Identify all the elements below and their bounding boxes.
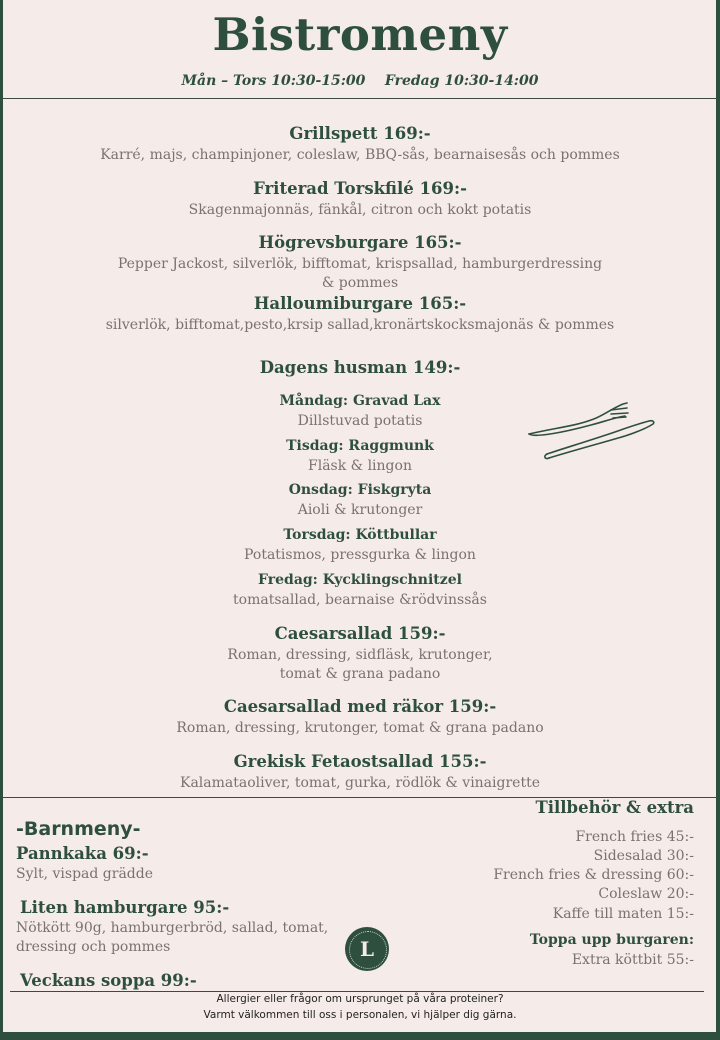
husman-day: Torsdag: Köttbullar [283, 527, 437, 543]
salad-desc: Roman, dressing, sidfläsk, krutonger, [227, 647, 493, 663]
salad-name: Caesarsallad 159:- [274, 624, 446, 643]
husman-day: Måndag: Gravad Lax [279, 393, 441, 409]
divider-footer [10, 991, 704, 992]
kids-menu-title: -Barnmeny- [16, 818, 141, 840]
salad-desc: Roman, dressing, krutonger, tomat & grana padano [176, 720, 544, 736]
dish-name: Friterad Torskfilé 169:- [253, 179, 467, 198]
dish-name: Högrevsburgare 165:- [258, 233, 462, 252]
burger-extras-item: Extra köttbit 55:- [571, 952, 694, 968]
husman-desc: Aioli & krutonger [297, 502, 423, 518]
husman-desc: Fläsk & lingon [308, 458, 412, 474]
husman-day: Tisdag: Raggmunk [286, 438, 434, 454]
husman-desc: tomatsallad, bearnaise &rödvinssås [233, 592, 487, 608]
extras-item: Kaffe till maten 15:- [552, 906, 694, 922]
kids-item-name: Veckans soppa 99:- [20, 971, 197, 990]
dish-desc: silverlök, bifftomat,pesto,krsip sallad,kronärtskocksmajonäs & pommes [105, 317, 615, 333]
dish-desc: Karré, majs, champinjoner, coleslaw, BBQ-sås, bearnaisesås och pommes [100, 147, 620, 163]
kids-item-desc: dressing och pommes [16, 939, 171, 955]
footer-line: Allergier eller frågor om ursprunget på våra proteiner? [216, 993, 504, 1005]
salad-name: Grekisk Fetaostsallad 155:- [233, 752, 487, 771]
dish-desc: Pepper Jackost, silverlök, bifftomat, krispsallad, hamburgerdressing [117, 256, 603, 272]
husman-day: Fredag: Kycklingschnitzel [258, 572, 462, 588]
page-title: Bistromeny [212, 8, 508, 61]
footer-line: Varmt välkommen till oss i personalen, vi hjälper dig gärna. [203, 1009, 517, 1021]
kids-item-desc: Sylt, vispad grädde [16, 866, 154, 882]
salad-desc: Kalamataoliver, tomat, gurka, rödlök & vinaigrette [179, 775, 540, 791]
salad-name: Caesarsallad med räkor 159:- [223, 697, 497, 716]
extras-title: Tillbehör & extra [535, 798, 694, 817]
logo-ring [349, 931, 387, 969]
extras-item: Sidesalad 30:- [593, 848, 694, 864]
husman-desc: Potatismos, pressgurka & lingon [244, 547, 476, 563]
logo-letter: L [359, 937, 375, 961]
kids-item-desc: Nötkött 90g, hamburgerbröd, sallad, tomat, [16, 920, 329, 936]
dish-name: Halloumiburgare 165:- [253, 294, 467, 313]
kids-item-name: Liten hamburgare 95:- [20, 898, 230, 917]
divider-top [3, 98, 716, 99]
kids-item-name: Pannkaka 69:- [16, 844, 149, 863]
husman-title: Dagens husman 149:- [259, 358, 461, 377]
extras-item: Coleslaw 20:- [598, 886, 694, 902]
opening-hours: Mån – Tors 10:30-15:00 Fredag 10:30-14:00 [181, 73, 539, 89]
frame-bottom [0, 1032, 720, 1040]
burger-extras-title: Toppa upp burgaren: [529, 932, 694, 948]
husman-desc: Dillstuvad potatis [297, 413, 423, 429]
dish-desc: Skagenmajonnäs, fänkål, citron och kokt potatis [188, 202, 532, 218]
husman-day: Onsdag: Fiskgryta [288, 482, 432, 498]
salad-desc: tomat & grana padano [279, 666, 441, 682]
dish-desc: & pommes [321, 275, 399, 291]
dish-name: Grillspett 169:- [289, 124, 431, 143]
fork-knife-icon [525, 396, 660, 466]
extras-item: French fries 45:- [575, 829, 694, 845]
extras-item: French fries & dressing 60:- [493, 867, 694, 883]
